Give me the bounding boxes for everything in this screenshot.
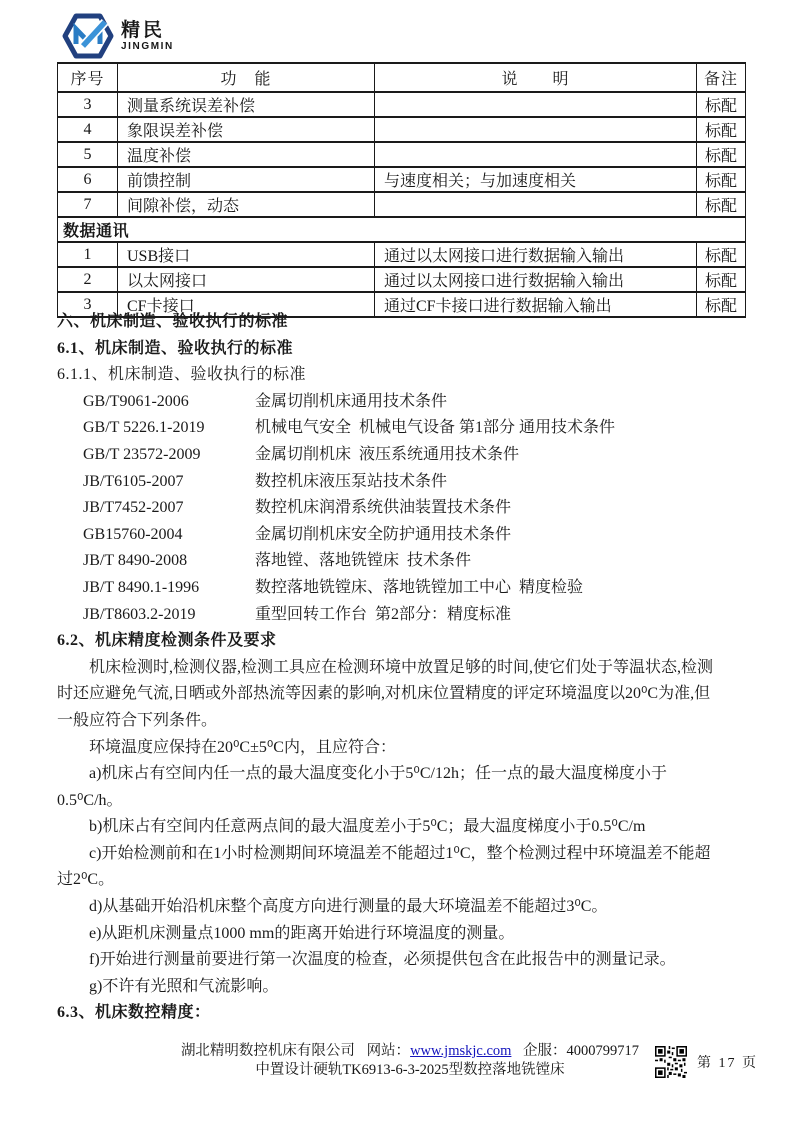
standard-code: GB15760-2004 [83,525,183,543]
footer-text [100,1042,720,1080]
cell-function: 间隙补偿，动态 [118,192,375,217]
qr-code-icon [655,1046,687,1078]
standard-code: GB/T 23572-2009 [83,445,201,463]
standard-row [57,548,719,575]
cell-description: 与速度相关；与加速度相关 [375,167,697,192]
standard-title: 重型回转工作台 第2部分：精度标准 [255,605,512,623]
standard-title: 数控机床润滑系统供油装置技术条件 [255,499,512,517]
cell-function: 象限误差补偿 [118,117,375,142]
brand-name-en: JINGMIN [121,40,174,52]
footer-company-line [100,1042,720,1061]
table-row [58,117,746,142]
spec-table [57,62,746,318]
cell-function: 温度补偿 [118,142,375,167]
cell-description [375,92,697,117]
cell-remark: 标配 [697,92,746,117]
cell-no: 5 [58,142,118,167]
cell-description [375,192,697,217]
col-header-description: 说 明 [375,63,697,92]
standard-title: 金属切削机床安全防护通用技术条件 [255,525,512,543]
cell-no: 1 [58,242,118,267]
standard-code: GB/T9061-2006 [83,392,189,410]
table-section-row [58,217,746,242]
service-phone: 4000799717 [566,1043,640,1059]
standard-title: 数控机床液压泵站技术条件 [255,472,448,490]
cell-description: 通过以太网接口进行数据输入输出 [375,242,697,267]
requirement-item-g: g)不许有光照和气流影响。 [89,977,279,995]
table-row [58,242,746,267]
cell-function: 以太网接口 [118,267,375,292]
standard-code: JB/T 8490.1-1996 [83,578,200,596]
requirement-item-c: c)开始检测前和在1小时检测期间环境温差不能超过1⁰C，整个检测过程中环境温差不能超过2⁰C。 [57,844,711,889]
heading-6-1-1: 6.1.1、机床制造、验收执行的标准 [57,366,307,384]
cell-no: 3 [58,92,118,117]
service-label: 企服： [523,1043,567,1059]
cell-no: 6 [58,167,118,192]
brand-name-cn: 精民 [121,19,166,41]
table-row [58,92,746,117]
document-body [57,309,719,1027]
cell-description [375,117,697,142]
heading-6-1: 6.1、机床制造、验收执行的标准 [57,339,294,357]
table-row [58,167,746,192]
standard-row [57,522,719,549]
paragraph-inspection-conditions: 机床检测时,检测仪器,检测工具应在检测环境中放置足够的时间,使它们处于等温状态,检测时还应避免气流,日晒或外部热流等因素的影响,对机床位置精度的评定环境温度以20⁰C为准,但一般应符合下列条件。 [57,658,714,729]
brand-text [121,21,174,52]
standard-row [57,495,719,522]
table-header-row [58,63,746,92]
cell-description: 通过以太网接口进行数据输入输出 [375,267,697,292]
standard-title: 机械电气安全 机械电气设备 第1部分 通用技术条件 [255,419,616,437]
company-name: 湖北精明数控机床有限公司 [180,1043,355,1059]
cell-no: 2 [58,267,118,292]
standard-code: JB/T 8490-2008 [83,552,188,570]
standard-title: 落地镗、落地铣镗床 技术条件 [255,552,472,570]
cell-no: 4 [58,117,118,142]
standard-row [57,575,719,602]
standard-title: 数控落地铣镗床、落地铣镗加工中心 精度检验 [255,578,584,596]
cell-remark: 标配 [697,192,746,217]
col-header-remark: 备注 [697,63,746,92]
cell-no: 7 [58,192,118,217]
requirement-item-f: f)开始进行测量前要进行第一次温度的检查，必须提供包含在此报告中的测量记录。 [89,951,676,969]
cell-remark: 标配 [697,142,746,167]
col-header-function: 功 能 [118,63,375,92]
standard-row [57,442,719,469]
cell-no: 3 [58,292,118,317]
standard-title: 金属切削机床 液压系统通用技术条件 [255,445,520,463]
cell-function: 测量系统误差补偿 [118,92,375,117]
standard-row [57,602,719,629]
col-header-no: 序号 [58,63,118,92]
heading-6-2: 6.2、机床精度检测条件及要求 [57,632,277,650]
cell-function: USB接口 [118,242,375,267]
table-row [58,142,746,167]
requirement-item-a: a)机床占有空间内任一点的最大温度变化小于5⁰C/12h；任一点的最大温度梯度小于0.5⁰C/h。 [57,765,667,809]
cell-function: CF卡接口 [118,292,375,317]
cell-function: 前馈控制 [118,167,375,192]
requirement-item-e: e)从距机床测量点1000 mm的距离开始进行环境温度的测量。 [89,924,515,942]
standard-code: JB/T7452-2007 [83,499,184,517]
jingmin-logo [62,13,174,59]
heading-6-3: 6.3、机床数控精度： [57,1004,211,1022]
hexagon-m-logo-icon [62,13,114,59]
table-section-label: 数据通讯 [58,217,746,242]
table-row [58,192,746,217]
cell-remark: 标配 [697,267,746,292]
requirement-item-d: d)从基础开始沿机床整个高度方向进行测量的最大环境温差不能超过3⁰C。 [89,898,608,916]
standard-title: 金属切削机床通用技术条件 [255,392,448,410]
standard-code: JB/T8603.2-2019 [83,605,196,623]
standard-code: GB/T 5226.1-2019 [83,419,205,437]
cell-remark: 标配 [697,117,746,142]
page-footer [0,1038,800,1102]
page-number: 第 17 页 [697,1056,758,1071]
cell-description: 通过CF卡接口进行数据输入输出 [375,292,697,317]
cell-remark: 标配 [697,292,746,317]
website-link[interactable]: www.jmskjc.com [410,1043,512,1059]
standard-row [57,415,719,442]
standard-code: JB/T6105-2007 [83,472,184,490]
heading-section-6: 六、机床制造、验收执行的标准 [57,313,289,330]
cell-remark: 标配 [697,167,746,192]
standard-row [57,389,719,416]
cell-description [375,142,697,167]
requirement-item-b: b)机床占有空间内任意两点间的最大温度差小于5⁰C；最大温度梯度小于0.5⁰C/m [89,818,646,836]
table-row [58,267,746,292]
standard-row [57,469,719,496]
footer-model-line: 中置设计硬轨TK6913-6-3-2025型数控落地铣镗床 [255,1062,565,1078]
cell-remark: 标配 [697,242,746,267]
website-label: 网站： [366,1043,411,1059]
paragraph-temperature-range: 环境温度应保持在20⁰C±5⁰C内，且应符合： [89,738,396,756]
